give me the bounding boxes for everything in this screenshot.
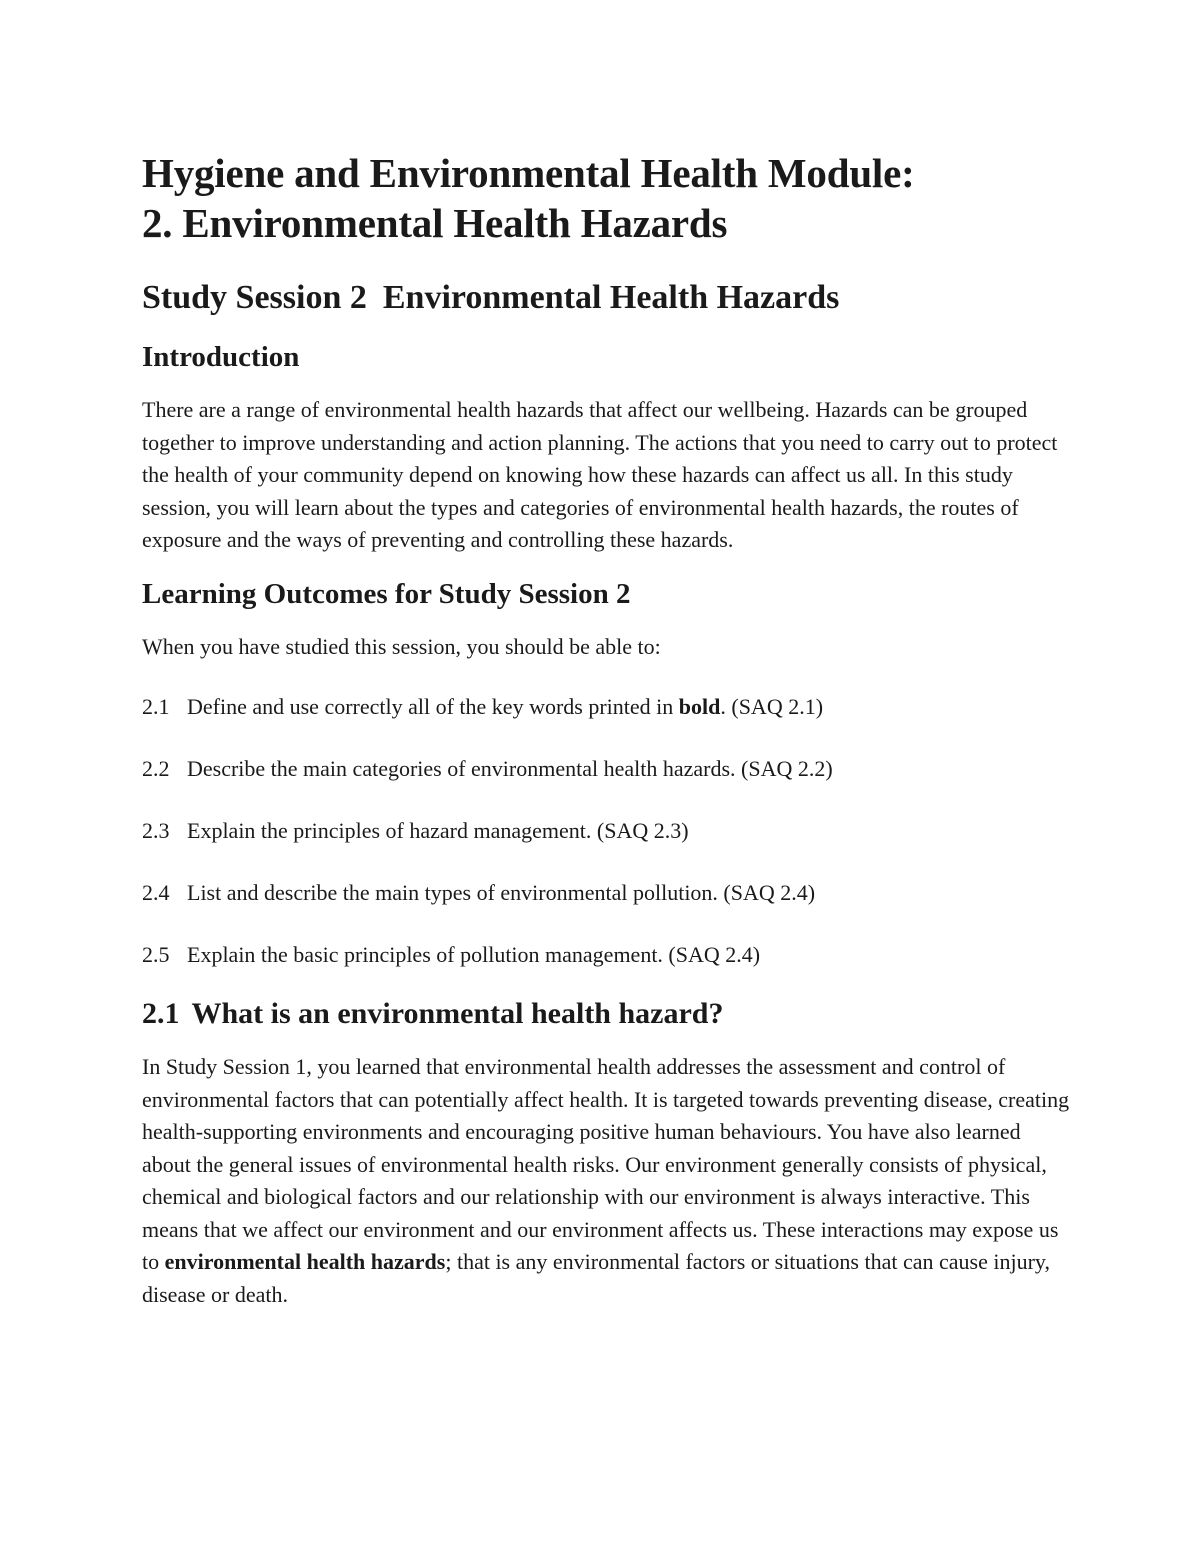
intro-heading: Introduction [142,341,300,373]
outcomes-intro: When you have studied this session, you should be able to: [142,633,661,659]
outcome-bold-word: bold [678,694,721,719]
outcome-item [142,753,1072,785]
outcome-item [142,939,1072,971]
outcome-number: 2.2 [142,756,170,781]
outcome-text-end: . (SAQ 2.1) [720,694,824,719]
section-number: 2.1 [142,997,180,1030]
section-paragraph [142,1051,1072,1311]
outcome-number: 2.4 [142,880,170,905]
outcome-number: 2.5 [142,942,170,967]
intro-paragraph: There are a range of environmental health hazards that affect our wellbeing. Hazards can be grouped together to improve understanding and action planning. The actions that you need to carry out to protect the health of your community depend on knowing how these hazards can affect us all. In this study session, you will learn about the types and categories of environmental health hazards, the routes of exposure and the ways of preventing and controlling these hazards. [142,397,1058,552]
section-title: What is an environmental health hazard? [191,997,724,1030]
outcome-item [142,877,1072,909]
section-heading [142,997,1072,1031]
outcome-number: 2.1 [142,694,170,719]
outcome-item [142,691,1072,723]
outcome-text: Explain the principles of hazard management. (SAQ 2.3) [187,818,689,843]
outcome-text: Define and use correctly all of the key words printed in [187,694,679,719]
outcomes-heading: Learning Outcomes for Study Session 2 [142,577,631,610]
session-title: Environmental Health Hazards [382,279,840,316]
title-line-2: 2. Environmental Health Hazards [142,200,728,246]
document-title [142,148,1072,248]
section-paragraph-text-end: ; that is any environmental factors or situations that can cause injury, disease or death. [142,1249,1050,1307]
session-label: Study Session 2 [142,279,367,316]
section-paragraph-text: In Study Session 1, you learned that environmental health addresses the assessment and control of environmental factors that can potentially affect health. It is targeted towards preventing disease, creating health-supporting environments and encouraging positive human behaviours. You have also learned about the general issues of environmental health risks. Our environment generally consists of physical, chemical and biological factors and our relationship with our environment is always interactive. This means that we affect our environment and our environment affects us. These interactions may expose us to [142,1054,1070,1274]
key-term: environmental health hazards [164,1249,446,1274]
session-heading [142,278,1072,318]
outcome-item [142,815,1072,847]
title-line-1: Hygiene and Environmental Health Module: [142,150,915,196]
outcome-text: List and describe the main types of environmental pollution. (SAQ 2.4) [187,880,816,905]
outcome-number: 2.3 [142,818,170,843]
document-page [142,148,1072,1331]
outcome-text: Explain the basic principles of pollution management. (SAQ 2.4) [187,942,761,967]
outcome-text: Describe the main categories of environmental health hazards. (SAQ 2.2) [187,756,833,781]
